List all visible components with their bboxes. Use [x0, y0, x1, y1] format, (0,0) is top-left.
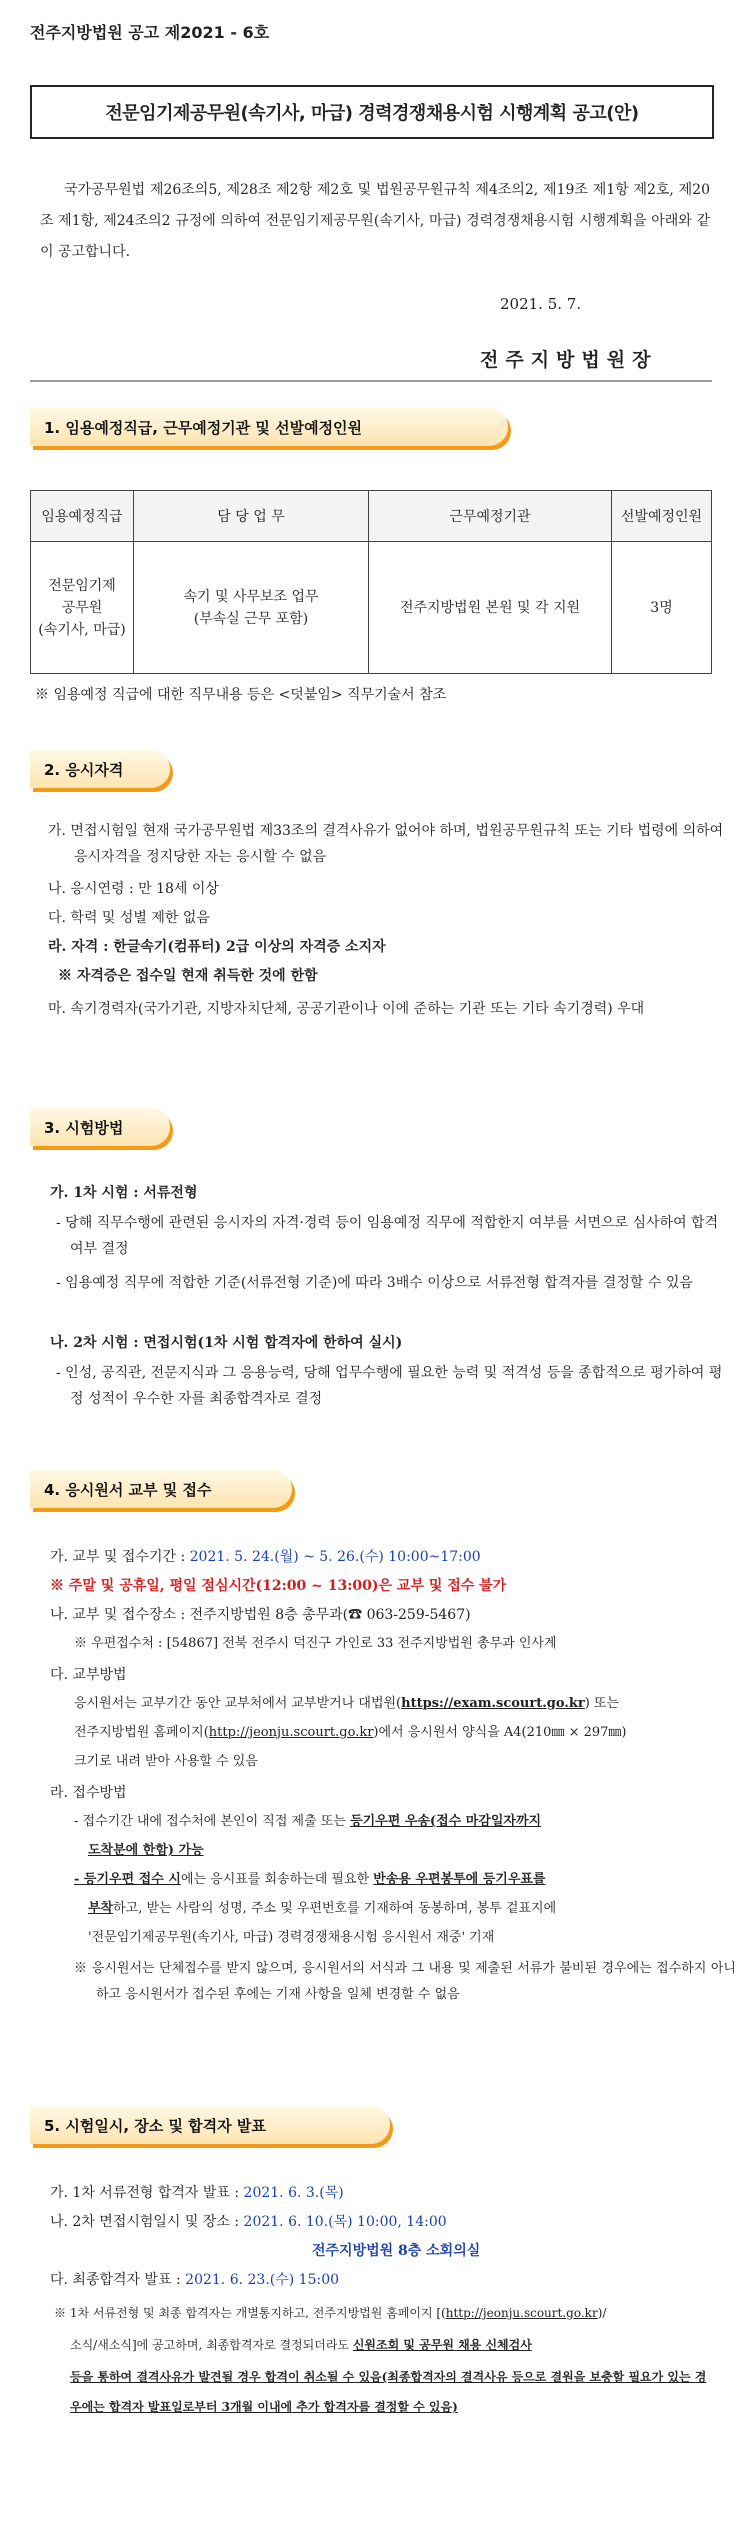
section-3-heading: 3. 시험방법 — [30, 1108, 170, 1146]
note-text: ※ 1차 서류전형 및 최종 합격자는 개별통지하고, 전주지방법원 홈페이지 [( — [54, 2306, 446, 2320]
table-cell-count: 3명 — [612, 542, 712, 674]
note-text: )/ — [597, 2306, 607, 2320]
divider — [30, 380, 712, 382]
rank-line: 공무원 — [61, 599, 103, 616]
section-4-ra-note: ※ 응시원서는 단체접수를 받지 않으며, 응시원서의 서식과 그 내용 및 제출된 서류가 불비된 경우에는 접수하지 아니하고 응시원서가 접수된 후에는 기재 사항을 일체 변경할 수 없음 — [74, 1961, 736, 2002]
rank-line: 전문임기제 — [48, 577, 116, 594]
section-4-ga-value: 2021. 5. 24.(월) ~ 5. 26.(수) 10:00~17:00 — [189, 1549, 481, 1565]
section-4-da-line1 — [74, 1691, 714, 1717]
ra-emphasis: 부착 — [88, 1901, 114, 1916]
section-4-ra-2-line3: '전문임기제공무원(속기사, 마급) 경력경쟁채용시험 응시원서 재중' 기재 — [88, 1930, 495, 1945]
section-5-note-line1 — [54, 2298, 714, 2328]
section-5-heading: 5. 시험일시, 장소 및 합격자 발표 — [30, 2106, 390, 2144]
da-text: ) 또는 — [584, 1696, 620, 1711]
table-header: 선발예정인원 — [612, 491, 712, 542]
section-5-na-value: 2021. 6. 10.(목) 10:00, 14:00 — [243, 2214, 447, 2230]
page-title: 전문임기제공무원(속기사, 마급) 경력경쟁채용시험 시행계획 공고(안) — [30, 85, 714, 139]
section-2-item-ra: 라. 자격 : 한글속기(컴퓨터) 2급 이상의 자격증 소지자 — [48, 939, 386, 955]
section-5-da-value: 2021. 6. 23.(수) 15:00 — [185, 2272, 340, 2288]
table-row — [31, 542, 712, 674]
section-4-ra-2-line1 — [74, 1867, 714, 1893]
section-4-ra-1-line1 — [74, 1809, 714, 1835]
table-header: 근무예정기관 — [369, 491, 612, 542]
section-4-ra-2-line2 — [88, 1896, 714, 1922]
section-4-item-ga — [50, 1544, 714, 1570]
section-2-item-ma: 마. 속기경력자(국가기관, 지방자치단체, 공공기관이나 이에 준하는 기관 또는 기타 속기경력) 우대 — [48, 1001, 645, 1017]
table-header: 담 당 업 무 — [134, 491, 369, 542]
section-5-note-line2 — [70, 2330, 714, 2360]
section-4-na-note: ※ 우편접수처 : [54867] 전북 전주시 덕진구 가인로 33 전주지방법원 총무과 인사계 — [74, 1636, 557, 1651]
section-1-heading: 1. 임용예정직급, 근무예정기관 및 선발예정인원 — [30, 408, 508, 446]
ra-emphasis: - 등기우편 접수 시 — [74, 1872, 181, 1887]
jeonju-homepage-link[interactable]: http://jeonju.scourt.go.kr — [208, 1725, 374, 1740]
court-exam-link[interactable]: https://exam.scourt.go.kr — [401, 1696, 585, 1711]
section-2-item-na: 나. 응시연령 : 만 18세 이상 — [48, 881, 219, 897]
ra-text: - 접수기간 내에 접수처에 본인이 직접 제출 또는 — [74, 1814, 351, 1829]
section-4-red-note: ※ 주말 및 공휴일, 평일 점심시간(12:00 ~ 13:00)은 교부 및 접수 불가 — [50, 1578, 507, 1594]
section-4-ra-1-line2: 도착분에 한함) 가능 — [88, 1843, 204, 1858]
section-5-na-place: 전주지방법원 8층 소회의실 — [312, 2243, 481, 2259]
employment-table — [30, 490, 712, 674]
section-3-item-ga: 가. 1차 시험 : 서류전형 — [50, 1185, 198, 1201]
section-5-ga-value: 2021. 6. 3.(목) — [243, 2185, 344, 2201]
section-4-da-line3: 크기로 내려 받아 사용할 수 있음 — [74, 1754, 258, 1769]
notice-number: 전주지방법원 공고 제2021 - 6호 — [30, 23, 270, 42]
table-cell-duty — [134, 542, 369, 674]
table-header: 임용예정직급 — [31, 491, 134, 542]
section-2-item-da: 다. 학력 및 성별 제한 없음 — [48, 910, 210, 926]
da-text: 전주지방법원 홈페이지( — [74, 1725, 209, 1740]
jeonju-homepage-link[interactable]: http://jeonju.scourt.go.kr — [445, 2306, 598, 2320]
notice-date: 2021. 5. 7. — [500, 295, 582, 313]
rank-line: (속기사, 마급) — [38, 621, 126, 638]
section-4-ga-label: 가. 교부 및 접수기간 : — [50, 1549, 190, 1565]
ra-emphasis: 등기우편 우송(접수 마감일자까지 — [350, 1814, 542, 1829]
section-5-item-ga — [50, 2180, 714, 2206]
duty-line: (부속실 근무 포함) — [193, 610, 309, 627]
section-3-na-1: - 인성, 공직관, 전문지식과 그 응용능력, 당해 업무수행에 필요한 능력 및 적격성 등을 종합적으로 평가하여 평정 성적이 우수한 자를 최종합격자로 결정 — [56, 1365, 723, 1407]
ra-text: 에는 응시표를 회송하는데 필요한 — [180, 1872, 374, 1887]
table-cell-place: 전주지방법원 본원 및 각 지원 — [369, 542, 612, 674]
section-2-ra-note: ※ 자격증은 접수일 현재 취득한 것에 한함 — [58, 968, 318, 984]
table-header-row — [31, 491, 712, 542]
section-5-na-label: 나. 2차 면접시험일시 및 장소 : — [50, 2214, 244, 2230]
ra-text: 하고, 받는 사람의 성명, 주소 및 우편번호를 기재하여 동봉하며, 봉투 겉표지에 — [113, 1901, 557, 1916]
section-2-item-ga: 가. 면접시험일 현재 국가공무원법 제33조의 결격사유가 없어야 하며, 법원공무원규칙 또는 기타 법령에 의하여 응시자격을 정지당한 자는 응시할 수 없음 — [48, 823, 724, 865]
section-5-item-da — [50, 2267, 714, 2293]
section-4-item-na: 나. 교부 및 접수장소 : 전주지방법원 8층 총무과(☎ 063-259-5467) — [50, 1607, 471, 1623]
section-5-item-na — [50, 2209, 714, 2235]
section-3-item-na: 나. 2차 시험 : 면접시험(1차 시험 합격자에 한하여 실시) — [50, 1335, 403, 1351]
intro-paragraph: 국가공무원법 제26조의5, 제28조 제2항 제2호 및 법원공무원규칙 제4조의2, 제19조 제1항 제2호, 제20조 제1항, 제24조의2 규정에 의하여 전문임기제공무원(속기사, 마급) 경력경쟁채용시험 시행계획을 아래와 같이 공고합니다. — [40, 182, 710, 260]
section-4-item-ra: 라. 접수방법 — [50, 1785, 127, 1801]
section-3-ga-1: - 당해 직무수행에 관련된 응시자의 자격·경력 등이 임용예정 직무에 적합한지 여부를 서면으로 심사하여 합격 여부 결정 — [56, 1215, 719, 1257]
section-1-note: ※ 임용예정 직급에 대한 직무내용 등은 <덧붙임> 직무기술서 참조 — [35, 687, 447, 703]
note-text: 소식/새소식]에 공고하며, 최종합격자로 결정되더라도 — [70, 2338, 353, 2352]
section-4-heading: 4. 응시원서 교부 및 접수 — [30, 1470, 292, 1508]
section-4-item-da: 다. 교부방법 — [50, 1667, 127, 1683]
section-5-ga-label: 가. 1차 서류전형 합격자 발표 : — [50, 2185, 244, 2201]
table-cell-rank — [31, 542, 134, 674]
section-3-ga-2: - 임용예정 직무에 적합한 기준(서류전형 기준)에 따라 3배수 이상으로 서류전형 합격자를 결정할 수 있음 — [56, 1275, 693, 1291]
section-2-heading: 2. 응시자격 — [30, 750, 170, 788]
da-text: )에서 응시원서 양식을 A4(210㎜ × 297㎜) — [373, 1725, 627, 1740]
issuer-name: 전주지방법원장 — [480, 349, 658, 371]
section-4-da-line2 — [74, 1720, 714, 1746]
section-5-note-line3: 등을 통하여 결격사유가 발견될 경우 합격이 취소될 수 있음(최종합격자의 결격사유 등으로 결원을 보충할 필요가 있는 경우에는 합격자 발표일로부터 3개월 이내에 추가 합격자를 결정할 수 있음) — [70, 2370, 707, 2414]
duty-line: 속기 및 사무보조 업무 — [183, 588, 319, 605]
da-text: 응시원서는 교부기간 동안 교부처에서 교부받거나 대법원( — [74, 1696, 402, 1711]
ra-emphasis: 반송용 우편봉투에 등기우표를 — [373, 1872, 546, 1887]
note-emphasis: 신원조회 및 공무원 채용 신체검사 — [352, 2338, 532, 2352]
section-5-da-label: 다. 최종합격자 발표 : — [50, 2272, 186, 2288]
